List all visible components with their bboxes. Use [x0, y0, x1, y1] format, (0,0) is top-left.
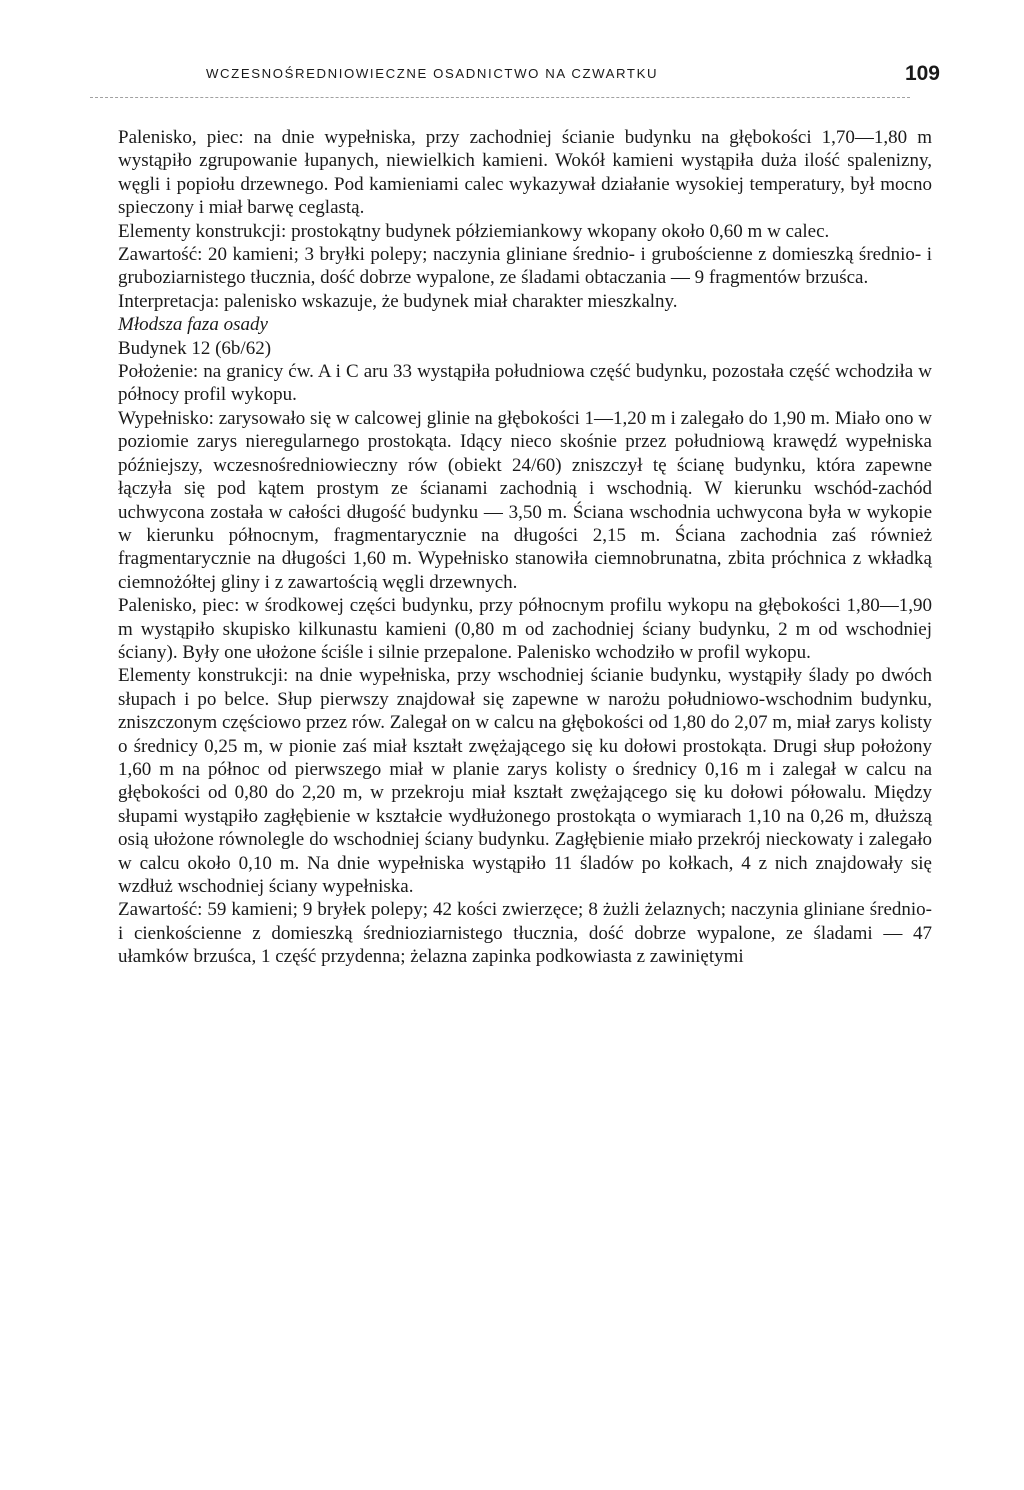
paragraph-location: Położenie: na granicy ćw. A i C aru 33 wystąpiła południowa część budynku, pozostała część wchodziła w północy profil wykopu.	[118, 361, 932, 406]
running-head: WCZESNOŚREDNIOWIECZNE OSADNICTWO NA CZWARTKU	[206, 66, 659, 81]
page-number: 109	[904, 62, 940, 85]
header-rule	[90, 97, 910, 98]
page-header	[118, 62, 940, 102]
paragraph-contents-2: Zawartość: 59 kamieni; 9 bryłek polepy; 42 kości zwierzęce; 8 żużli żelaznych; naczynia gliniane średnio- i cienkościenne z domieszką średnioziarnistego tłucznia, dość dobrze wypalone, ze śladami — 47 ułamków brzuśca, 1 część przydenna; żelazna zapinka podkowiasta z zawiniętymi	[118, 899, 932, 968]
building-heading: Budynek 12 (6b/62)	[118, 337, 272, 359]
paragraph-fill: Wypełnisko: zarysowało się w calcowej glinie na głębokości 1—1,20 m i zalegało do 1,90 m. Miało ono w poziomie zarys nieregularnego prostokąta. Idący nieco skośnie przez południową krawędź wypełniska późniejszy, wczesnośredniowieczny rów (obiekt 24/60) zniszczył tę ścianę budynku, która zapewne łączyła się pod kątem prostym ze ścianami zachodnią i wschodnią. W kierunku wschód-zachód uchwycona została w całości długość budynku — 3,50 m. Ściana wschodnia uchwycona była w wykopie w kierunku północnym, fragmentarycznie na długości 2,15 m. Ściana zachodnia zaś również fragmentarycznie na długości 1,60 m. Wypełnisko stanowiła ciemnobrunatna, zbita próchnica z wkładką ciemnożółtej gliny i z zawartością węgli drzewnych.	[118, 407, 932, 593]
paragraph-construction: Elementy konstrukcji: prostokątny budynek półziemiankowy wkopany około 0,60 m w calec.	[118, 220, 830, 242]
text-body	[118, 126, 932, 969]
paragraph-interpretation: Interpretacja: palenisko wskazuje, że budynek miał charakter mieszkalny.	[118, 290, 678, 312]
paragraph-contents: Zawartość: 20 kamieni; 3 bryłki polepy; naczynia gliniane średnio- i grubościenne z domieszką średnio- i gruboziarnistego tłucznia, dość dobrze wypalone, ze śladami obtaczania — 9 fragmentów brzuśca.	[118, 244, 932, 289]
paragraph-hearth: Palenisko, piec: na dnie wypełniska, przy zachodniej ścianie budynku na głębokości 1,70—1,80 m wystąpiło zgrupowanie łupanych, niewielkich kamieni. Wokół kamieni wystąpiła duża ilość spalenizny, węgli i popiołu drzewnego. Pod kamieniami calec wykazywał działanie wysokiej temperatury, był mocno spieczony i miał barwę ceglastą.	[118, 127, 932, 219]
paragraph-hearth-2: Palenisko, piec: w środkowej części budynku, przy północnym profilu wykopu na głębokości 1,80—1,90 m wystąpiło skupisko kilkunastu kamieni (0,80 m od zachodniej ściany budynku, 2 m od wschodniej ściany). Były one ułożone ściśle i silnie przepalone. Palenisko wchodziło w profil wykopu.	[118, 595, 932, 663]
paragraph-construction-2: Elementy konstrukcji: na dnie wypełniska, przy wschodniej ścianie budynku, wystąpiły ślady po dwóch słupach i po belce. Słup pierwszy znajdował się zapewne w narożu południowo-wschodnim budynku, zniszczonym częściowo przez rów. Zalegał on w calcu na głębokości od 1,80 do 2,07 m, miał zarys kolisty o średnicy 0,25 m, w pionie zaś miał kształt zwężającego się ku dołowi prostokąta. Drugi słup położony 1,60 m na północ od pierwszego miał w planie zarys kolisty o średnicy 0,16 m i zalegał w calcu na głębokości od 0,80 do 2,20 m, w przekroju miał kształt zwężającego się ku dołowi półowalu. Między słupami wystąpiło zagłębienie w kształcie wydłużonego prostokąta o wymiarach 1,10 na 0,26 m, dłuższą osią ułożone równolegle do wschodniej ściany budynku. Zagłębienie miało przekrój nieckowaty i zalegało w calcu około 0,10 m. Na dnie wypełniska wystąpiło 11 śladów po kołkach, 4 z nich znajdowały się wzdłuż wschodniej ściany wypełniska.	[118, 665, 932, 897]
section-heading: Młodsza faza osady	[118, 314, 268, 336]
